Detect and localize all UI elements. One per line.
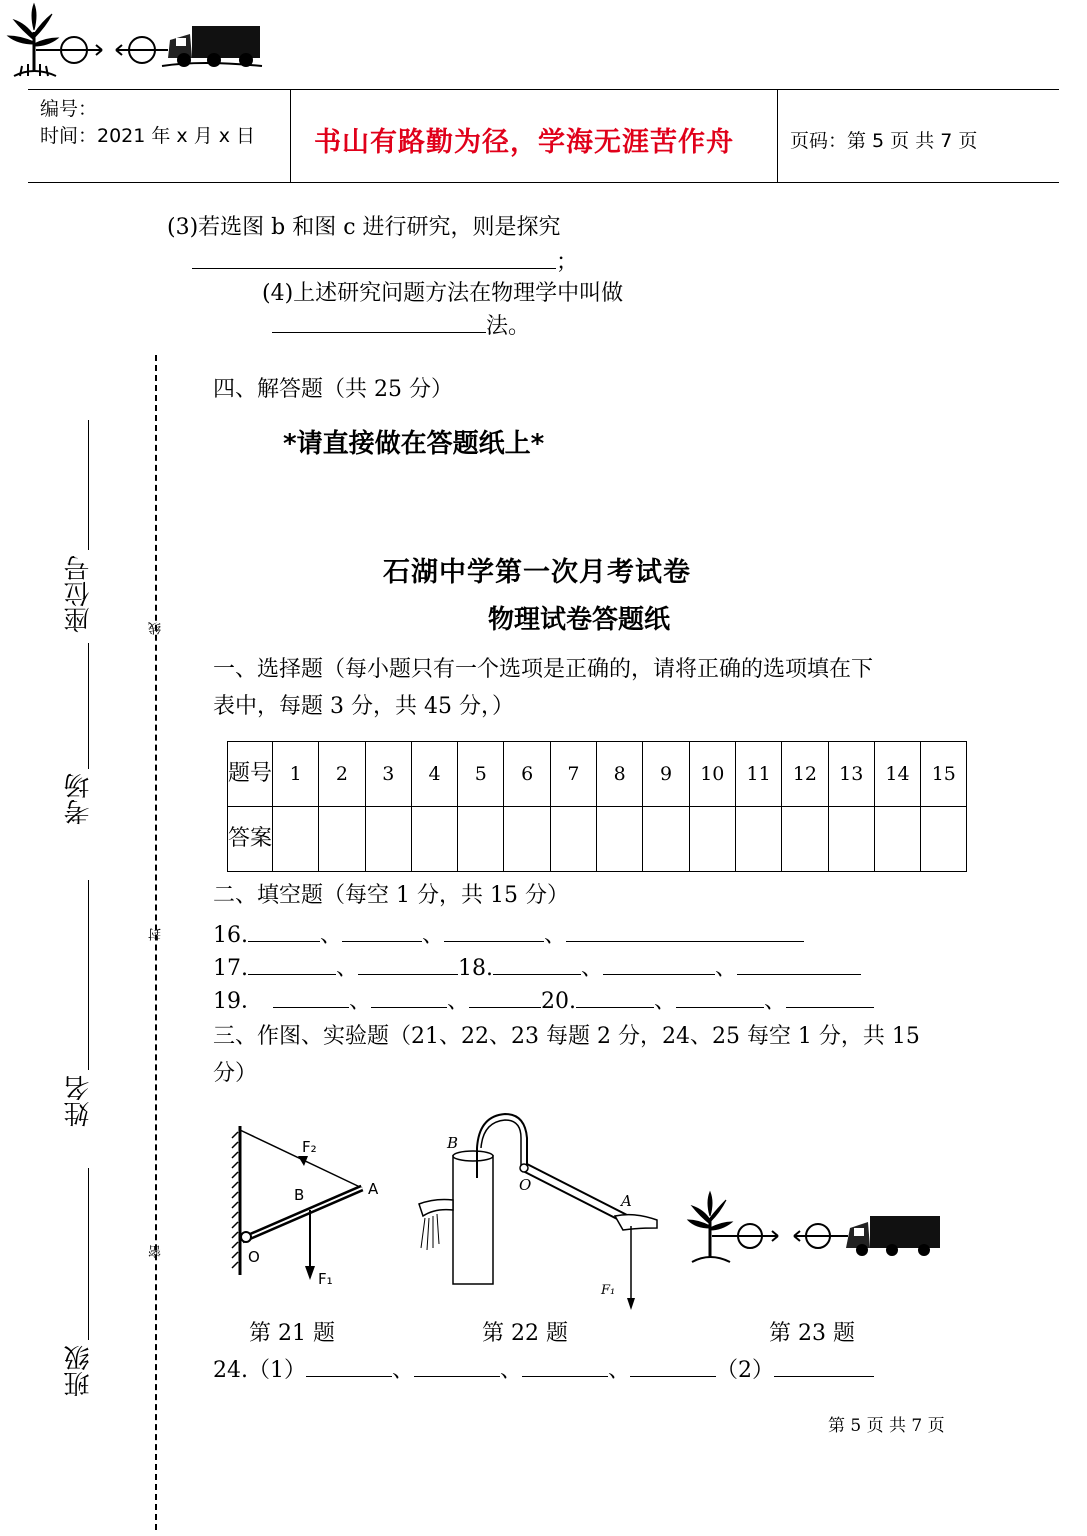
figure-21 [228,1120,398,1290]
table-row [228,742,967,807]
fill-line-16: 16. 、 、 、 [213,921,804,950]
question-4: (4)上述研究问题方法在物理学中叫做 [262,281,624,306]
question-number: 4 [411,742,457,807]
time-label: 时间：2021 年 x 月 x 日 [40,125,256,147]
question-number: 9 [643,742,689,807]
side-mark-seal: 封 [149,928,164,941]
fill-line-19-20: 19． 、 、 20. 、 、 [213,987,874,1016]
row-label-answer: 答案 [228,807,273,872]
truck-icon [846,1216,940,1256]
sheet-title: 物理试卷答题纸 [488,605,671,635]
answer-cell[interactable] [921,807,967,872]
mc-heading-1: 一、选择题（每小题只有一个选项是正确的，请将正确的选项填在下 [213,657,874,682]
question-number: 5 [458,742,504,807]
answer-cell[interactable] [782,807,828,872]
section-4-note: *请直接做在答题纸上* [283,429,545,459]
side-label-name: 姓名 [64,1075,94,1127]
label-b: B [294,1186,305,1204]
school-title: 石湖中学第一次月考试卷 [383,557,691,588]
label-b: B [447,1134,459,1152]
answer-cell[interactable] [874,807,920,872]
question-3: (3)若选图 b 和图 c 进行研究，则是探究 [167,215,561,240]
side-label-seat: 座位号 [64,555,94,633]
header-logo [0,0,270,85]
mc-heading-2: 表中，每题 3 分，共 45 分，） [213,694,514,719]
label-o: O [519,1176,532,1194]
table-row [228,807,967,872]
question-number: 1 [273,742,319,807]
serial-label: 编号： [40,98,98,120]
label-f1: F₁ [601,1283,616,1298]
draw-heading-2: 分） [213,1061,258,1086]
side-mark-line: 线 [149,622,164,635]
answer-cell[interactable] [319,807,365,872]
question-number: 7 [550,742,596,807]
answer-cell[interactable] [458,807,504,872]
question-number: 12 [782,742,828,807]
question-24: 24.（1） 、 、 、 （2） [213,1356,874,1385]
draw-heading-1: 三、作图、实验题（21、22、23 每题 2 分，24、25 每空 1 分，共 15 [213,1024,920,1049]
label-a: A [621,1192,632,1210]
answer-cell[interactable] [365,807,411,872]
label-a: A [368,1180,379,1198]
figure-22 [415,1108,665,1313]
fill-heading: 二、填空题（每空 1 分，共 15 分） [213,883,569,908]
fig-22-caption: 第 22 题 [482,1321,568,1346]
figure-23 [682,1188,944,1268]
question-number: 11 [735,742,781,807]
tree-icon [688,1192,732,1262]
answer-cell[interactable] [504,807,550,872]
answer-cell[interactable] [550,807,596,872]
label-f1: F₁ [318,1270,333,1288]
question-number: 6 [504,742,550,807]
question-number: 14 [874,742,920,807]
chain-icon [36,37,168,63]
question-number: 2 [319,742,365,807]
page-footer: 第 5 页 共 7 页 [828,1416,945,1436]
page-info: 页码：第 5 页 共 7 页 [790,130,978,152]
side-label-class: 班级 [64,1345,94,1397]
truck-icon [162,26,262,67]
answer-cell[interactable] [828,807,874,872]
question-number: 8 [597,742,643,807]
fig-23-caption: 第 23 题 [769,1321,855,1346]
label-o: O [248,1248,260,1266]
question-4-blank: 法。 [272,312,530,341]
answer-cell[interactable] [689,807,735,872]
section-4-title: 四、解答题（共 25 分） [213,377,453,402]
question-3-blank: ； [192,248,578,277]
question-number: 15 [921,742,967,807]
motto: 书山有路勤为径，学海无涯苦作舟 [314,127,734,158]
answer-table [227,741,967,872]
question-number: 13 [828,742,874,807]
label-f2: F₂ [302,1138,317,1156]
fill-line-17-18: 17. 、 18. 、 、 [213,954,861,983]
answer-cell[interactable] [643,807,689,872]
side-label-room: 考场 [64,773,94,825]
fig-21-caption: 第 21 题 [249,1321,335,1346]
side-mark-secret: 密 [149,1245,164,1258]
answer-cell[interactable] [273,807,319,872]
answer-cell[interactable] [735,807,781,872]
question-number: 10 [689,742,735,807]
answer-cell[interactable] [411,807,457,872]
tree-icon [8,4,58,76]
answer-cell[interactable] [597,807,643,872]
row-label-number: 题号 [228,742,273,807]
question-number: 3 [365,742,411,807]
